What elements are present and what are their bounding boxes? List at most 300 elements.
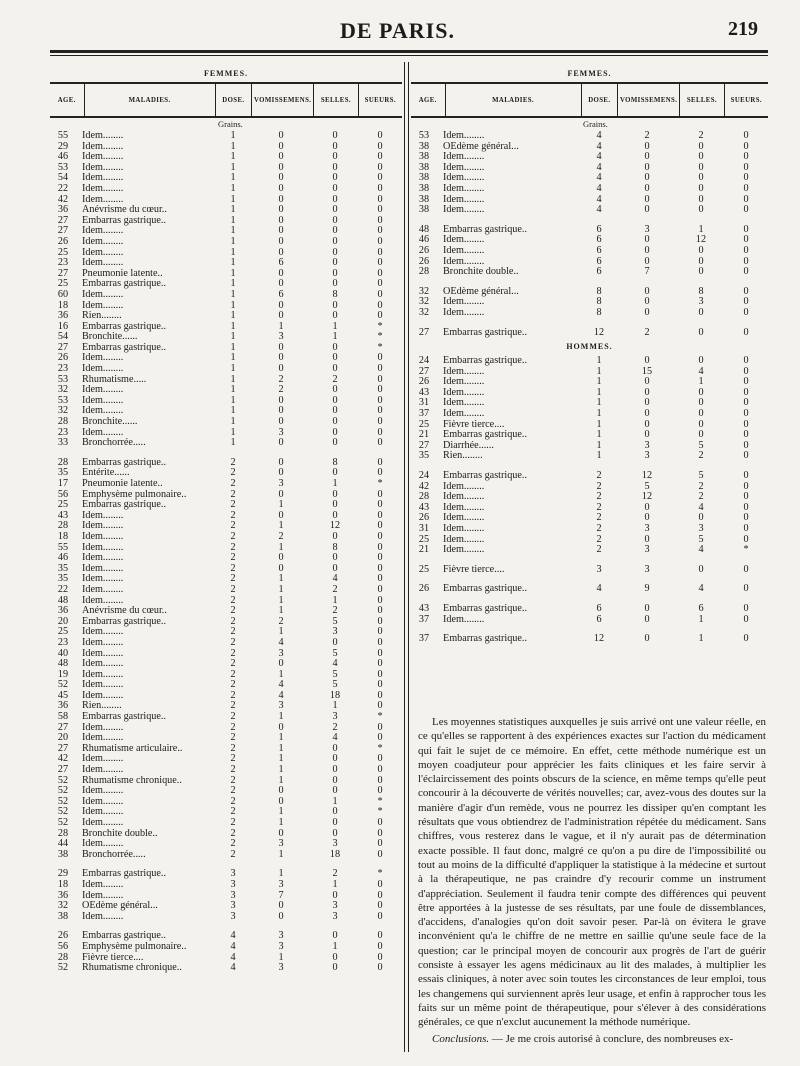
sueurs-cell: 0: [377, 595, 383, 606]
dose-cell: 4: [596, 152, 602, 163]
vomissemens-cell: 0: [278, 300, 284, 311]
dose-cell: 2: [230, 616, 236, 627]
table-row: [411, 524, 768, 535]
selles-cell: 8: [332, 457, 338, 468]
dose-cell: 2: [230, 627, 236, 638]
dose-cell: 1: [230, 162, 236, 173]
sueurs-cell: 0: [377, 131, 383, 141]
age-cell: 43: [57, 510, 69, 521]
age-cell: 55: [57, 131, 69, 141]
maladie-cell: Embarras gastrique..: [82, 500, 167, 511]
table-row: [50, 638, 402, 649]
vomissemens-cell: 0: [644, 183, 650, 194]
selles-cell: 0: [332, 268, 338, 279]
sueurs-cell: 0: [743, 366, 749, 377]
body-text: [418, 715, 766, 1046]
maladie-cell: Bronchorrée.....: [82, 438, 146, 449]
table-row: [411, 604, 768, 615]
sueurs-cell: 0: [377, 417, 383, 428]
vomissemens-cell: 1: [278, 754, 284, 765]
sueurs-cell: *: [377, 321, 383, 332]
dose-cell: 1: [230, 406, 236, 417]
vomissemens-cell: 0: [278, 268, 284, 279]
maladie-cell: Idem........: [82, 162, 124, 173]
header-vomissemens: VOMISSEMENS.: [618, 84, 680, 116]
dose-cell: 2: [230, 818, 236, 828]
maladie-cell: Emphysème pulmonaire..: [82, 941, 187, 952]
selles-cell: 0: [332, 279, 338, 290]
selles-cell: 0: [332, 183, 338, 194]
maladie-cell: Bronchite double..: [82, 828, 158, 839]
age-cell: 36: [57, 890, 69, 901]
dose-cell: 1: [596, 377, 602, 388]
dose-cell: 2: [230, 542, 236, 553]
selles-cell: 0: [332, 754, 338, 765]
selles-cell: 0: [698, 205, 704, 216]
vomissemens-cell: 6: [278, 289, 284, 300]
selles-cell: 1: [332, 879, 338, 890]
sueurs-cell: 0: [743, 327, 749, 338]
paragraph: Les moyennes statistiques auxquelles je suis arrivé ont une valeur réelle, en ce qu'elles se rapportent à des expériences exactes sur l'action du médicament qui fait le sujet de ce mémoire. En effet, cette méthode numérique est un moyen coadjuteur pour apprécier les faits cliniques et les faire servir à l'éclaircissement des points obscurs de la science, en même temps qu'elle peut concourir à la découverte de vérités nouvelles; car, avez-vous des doutes sur la manière d'agir d'un remède, vous ne pourrez les dissiper qu'en comptant les résultats que vous obtiendrez de l'administration répétée du médicament. Sans chiffres, vous resterez dans le vague, et il n'y aurait pas de détermination exacte possible. Il faut donc, malgré ce qu'on a pu dire de l'impossibilité ou tout au moins de la difficulté d'appliquer la statistique à la médecine et surtout à la thérapeutique, ne pas craindre d'y recourir comme un instrument d'appréciation. Seulement il faudra tenir compte des différences qui peuvent être apportées à la justesse de ses résultats, par une foule de dissemblances, d'accidens, d'analogies qu'on doit savoir peser. Par-là on évitera le grave inconvénient qu'a le chiffre de ne mettre en saillie qu'une seule face de la question; car le principal moyen de concourir aux progrès de l'art de guérir consiste à essayer les agens médicinaux au lit des malades, à multiplier les essais cliniques, à noter avec soin toutes les circonstances de leur emploi, tous les changemens qui surviennent après leur usage, et enfin à rapprocher tous les faits sur un même point de thérapeutique, pour s'élever à des considérations générales, ce que n'exclut aucunement la méthode numérique.: [418, 716, 766, 1029]
sueurs-cell: 0: [377, 563, 383, 574]
sueurs-cell: 0: [377, 215, 383, 226]
sueurs-cell: 0: [743, 131, 749, 141]
vomissemens-cell: 3: [644, 524, 650, 534]
age-cell: 52: [57, 786, 69, 797]
table-row: [411, 634, 768, 645]
age-cell: 44: [57, 839, 69, 850]
vomissemens-cell: 3: [644, 451, 650, 462]
vomissemens-cell: 0: [278, 342, 284, 353]
age-cell: 55: [57, 542, 69, 553]
age-cell: 17: [57, 479, 69, 489]
dose-cell: 2: [230, 553, 236, 564]
sueurs-cell: 0: [743, 387, 749, 398]
table-row: [411, 257, 768, 268]
selles-cell: 4: [698, 584, 704, 595]
table-row: [411, 308, 768, 319]
vomissemens-cell: 12: [641, 492, 653, 503]
sueurs-cell: 0: [377, 606, 383, 617]
age-cell: 25: [418, 419, 430, 430]
selles-cell: 1: [698, 614, 704, 625]
dose-cell: 2: [596, 545, 602, 556]
selles-cell: 0: [698, 194, 704, 205]
table-row: [50, 184, 402, 195]
sueurs-cell: 0: [377, 722, 383, 733]
selles-cell: 0: [332, 353, 338, 364]
table-row: [411, 356, 768, 367]
sueurs-cell: 0: [377, 680, 383, 691]
vomissemens-cell: 5: [644, 481, 650, 492]
vomissemens-cell: 0: [278, 236, 284, 247]
table-row: [50, 942, 402, 953]
dose-cell: 2: [230, 574, 236, 585]
selles-cell: 0: [332, 438, 338, 449]
maladie-cell: Idem........: [443, 377, 485, 388]
age-cell: 43: [418, 603, 430, 614]
age-cell: 27: [418, 440, 430, 451]
age-cell: 56: [57, 941, 69, 952]
sueurs-cell: *: [377, 743, 383, 754]
maladie-cell: Idem........: [82, 553, 124, 564]
maladie-cell: Idem........: [82, 531, 124, 542]
table-row: [50, 880, 402, 891]
maladie-cell: Embarras gastrique..: [443, 603, 528, 614]
sueurs-cell: 0: [377, 659, 383, 670]
age-cell: 38: [418, 183, 430, 194]
table-row: [411, 398, 768, 409]
vomissemens-cell: 0: [644, 256, 650, 267]
sueurs-cell: 0: [377, 648, 383, 659]
selles-cell: 0: [698, 256, 704, 267]
dose-cell: 2: [230, 584, 236, 595]
sueurs-cell: 0: [377, 941, 383, 952]
age-cell: 28: [57, 521, 69, 532]
age-cell: 25: [418, 564, 430, 575]
dose-cell: 1: [596, 409, 602, 420]
table-row: [50, 733, 402, 744]
table-row: [50, 627, 402, 638]
selles-cell: 4: [698, 502, 704, 513]
dose-cell: 4: [230, 963, 236, 974]
maladie-cell: Idem........: [82, 521, 124, 532]
age-cell: 24: [418, 356, 430, 367]
dose-cell: 1: [230, 268, 236, 279]
selles-cell: 0: [332, 141, 338, 152]
table-row: [50, 490, 402, 501]
dose-cell: 6: [596, 245, 602, 256]
vomissemens-cell: 3: [644, 440, 650, 451]
selles-cell: 5: [332, 669, 338, 680]
sueurs-cell: 0: [743, 194, 749, 205]
table-row: [50, 375, 402, 386]
dose-cell: 6: [596, 256, 602, 267]
sueurs-cell: 0: [743, 451, 749, 462]
maladie-cell: Idem........: [443, 492, 485, 503]
selles-cell: 4: [332, 659, 338, 670]
table-row: [50, 963, 402, 974]
dose-cell: 1: [596, 398, 602, 409]
table-row: [411, 503, 768, 514]
table-row: [411, 492, 768, 503]
vomissemens-cell: 1: [278, 606, 284, 617]
dose-cell: 1: [230, 417, 236, 428]
group-gap: [411, 575, 768, 584]
sueurs-cell: 0: [743, 256, 749, 267]
table-row: [50, 680, 402, 691]
selles-cell: 6: [698, 603, 704, 614]
vomissemens-cell: 0: [644, 430, 650, 441]
maladie-cell: Idem........: [82, 754, 124, 765]
selles-cell: 4: [332, 574, 338, 585]
selles-cell: 3: [698, 297, 704, 308]
age-cell: 26: [57, 353, 69, 364]
maladie-cell: Bronchorrée.....: [82, 849, 146, 860]
selles-cell: 3: [332, 712, 338, 723]
table-row: [50, 364, 402, 375]
vomissemens-cell: 0: [644, 502, 650, 513]
table-header: [50, 82, 402, 118]
vomissemens-cell: 4: [278, 680, 284, 691]
age-cell: 27: [57, 722, 69, 733]
maladie-cell: Idem........: [82, 563, 124, 574]
running-title: DE PARIS.: [340, 18, 455, 43]
right-table: [411, 66, 768, 645]
table-row: [411, 535, 768, 546]
maladie-cell: Idem........: [82, 247, 124, 258]
table-row: [411, 471, 768, 482]
maladie-cell: Fièvre tierce....: [443, 564, 505, 575]
dose-cell: 1: [596, 451, 602, 462]
dose-cell: 1: [596, 366, 602, 377]
sueurs-cell: 0: [377, 183, 383, 194]
vomissemens-cell: 0: [278, 215, 284, 226]
age-cell: 28: [57, 457, 69, 468]
table-row: [50, 564, 402, 575]
maladie-cell: Idem........: [82, 733, 124, 744]
dose-cell: 4: [230, 941, 236, 952]
maladie-cell: Entérite......: [82, 468, 130, 479]
table-row: [50, 142, 402, 153]
maladie-cell: Idem........: [82, 722, 124, 733]
vomissemens-cell: 0: [278, 438, 284, 449]
table-row: [50, 511, 402, 522]
sueurs-cell: 0: [377, 879, 383, 890]
dose-cell: 6: [596, 603, 602, 614]
dose-cell: 1: [230, 258, 236, 269]
dose-cell: 1: [596, 356, 602, 367]
dose-cell: 2: [596, 524, 602, 534]
age-cell: 52: [57, 775, 69, 786]
selles-cell: 0: [698, 173, 704, 184]
vomissemens-cell: 12: [641, 471, 653, 482]
dose-cell: 2: [230, 457, 236, 468]
dose-cell: 1: [230, 364, 236, 375]
table-row: [50, 585, 402, 596]
vomissemens-cell: 0: [278, 786, 284, 797]
table-row: [411, 184, 768, 195]
sueurs-cell: 0: [377, 931, 383, 942]
selles-cell: 0: [698, 327, 704, 338]
age-cell: 38: [418, 152, 430, 163]
age-cell: 27: [57, 215, 69, 226]
dose-cell: 8: [596, 286, 602, 297]
age-cell: 33: [57, 438, 69, 449]
table-row: [411, 513, 768, 524]
maladie-cell: OEdème général...: [443, 141, 519, 152]
age-cell: 46: [418, 235, 430, 246]
selles-cell: 0: [698, 183, 704, 194]
age-cell: 32: [57, 406, 69, 417]
dose-cell: 4: [596, 173, 602, 184]
maladie-cell: Idem........: [82, 659, 124, 670]
dose-cell: 4: [230, 952, 236, 963]
age-cell: 24: [418, 471, 430, 482]
table-row: [411, 377, 768, 388]
age-cell: 29: [57, 869, 69, 880]
maladie-cell: Bronchite......: [82, 332, 138, 343]
dose-cell: 6: [596, 267, 602, 278]
dose-cell: 2: [230, 648, 236, 659]
maladie-cell: Fièvre tierce....: [82, 952, 144, 963]
table-row: [50, 649, 402, 660]
sueurs-cell: 0: [377, 226, 383, 237]
group-gap: [411, 625, 768, 634]
header-selles: SELLES.: [314, 84, 358, 116]
maladie-cell: Idem........: [82, 152, 124, 163]
age-cell: 37: [418, 614, 430, 625]
age-cell: 25: [57, 627, 69, 638]
header-age: AGE.: [50, 84, 85, 116]
sueurs-cell: 0: [743, 430, 749, 441]
selles-cell: 0: [698, 141, 704, 152]
table-row: [411, 367, 768, 378]
sueurs-cell: 0: [743, 409, 749, 420]
dose-cell: 2: [230, 722, 236, 733]
dose-cell: 6: [596, 224, 602, 235]
dose-cell: 2: [230, 712, 236, 723]
maladie-cell: Rien........: [82, 311, 122, 322]
header-selles: SELLES.: [680, 84, 724, 116]
header-maladies: MALADIES.: [85, 84, 216, 116]
sueurs-cell: 0: [377, 374, 383, 385]
sueurs-cell: 0: [377, 438, 383, 449]
table-row: [50, 574, 402, 585]
dose-cell: 1: [230, 205, 236, 216]
group-gap: [50, 922, 402, 931]
selles-cell: 1: [332, 321, 338, 332]
age-cell: 36: [57, 606, 69, 617]
sueurs-cell: 0: [743, 286, 749, 297]
table-row: [50, 385, 402, 396]
table-row: [50, 850, 402, 861]
dose-cell: 2: [230, 828, 236, 839]
vomissemens-cell: 0: [644, 387, 650, 398]
maladie-cell: Idem........: [82, 627, 124, 638]
age-cell: 60: [57, 289, 69, 300]
vomissemens-cell: 0: [278, 183, 284, 194]
vomissemens-cell: 0: [644, 141, 650, 152]
dose-cell: 2: [596, 471, 602, 482]
selles-cell: 0: [332, 890, 338, 901]
maladie-cell: Bronchite double..: [443, 267, 519, 278]
age-cell: 56: [57, 489, 69, 500]
maladie-cell: Idem........: [82, 680, 124, 691]
dose-cell: 1: [230, 183, 236, 194]
dose-cell: 3: [230, 911, 236, 922]
sueurs-cell: *: [377, 712, 383, 723]
sueurs-cell: 0: [743, 492, 749, 503]
table-row: [411, 409, 768, 420]
vomissemens-cell: 3: [278, 879, 284, 890]
table-row: [50, 901, 402, 912]
dose-cell: 2: [230, 754, 236, 765]
selles-cell: 0: [332, 531, 338, 542]
maladie-cell: Idem........: [443, 183, 485, 194]
selles-cell: 0: [332, 637, 338, 648]
sueurs-cell: 0: [377, 300, 383, 311]
dose-cell: 4: [596, 141, 602, 152]
age-cell: 20: [57, 616, 69, 627]
table-row: [411, 565, 768, 576]
dose-cell: 2: [596, 534, 602, 545]
sueurs-cell: 0: [377, 152, 383, 163]
table-row: [50, 712, 402, 723]
selles-cell: 0: [698, 430, 704, 441]
dose-cell: 4: [596, 205, 602, 216]
age-cell: 54: [57, 332, 69, 343]
conclusion-label: Conclusions.: [432, 1032, 490, 1045]
selles-cell: 0: [332, 395, 338, 406]
section-title: FEMMES.: [203, 69, 249, 78]
age-cell: 38: [418, 173, 430, 184]
maladie-cell: Idem........: [82, 364, 124, 375]
sueurs-cell: 0: [377, 786, 383, 797]
group-gap: [411, 216, 768, 225]
age-cell: 32: [57, 901, 69, 912]
maladie-cell: Idem........: [82, 669, 124, 680]
table-row: [50, 500, 402, 511]
age-cell: 38: [418, 194, 430, 205]
age-cell: 40: [57, 648, 69, 659]
vomissemens-cell: 0: [278, 510, 284, 521]
table-row: [411, 451, 768, 462]
maladie-cell: Idem........: [82, 300, 124, 311]
vomissemens-cell: 3: [644, 545, 650, 556]
age-cell: 32: [57, 385, 69, 396]
dose-cell: 2: [230, 849, 236, 860]
sueurs-cell: 0: [377, 289, 383, 300]
dose-cell: 8: [596, 297, 602, 308]
dose-cell: 3: [230, 890, 236, 901]
vomissemens-cell: 0: [644, 398, 650, 409]
vomissemens-cell: 0: [278, 162, 284, 173]
dose-cell: 3: [230, 869, 236, 880]
selles-cell: 0: [698, 419, 704, 430]
table-row: [50, 521, 402, 532]
section-title-hommes: HOMMES.: [566, 342, 613, 352]
selles-cell: 0: [332, 406, 338, 417]
table-row: [50, 237, 402, 248]
header-rule: [50, 50, 768, 53]
age-cell: 32: [418, 286, 430, 297]
selles-cell: 0: [698, 162, 704, 173]
maladie-cell: Emphysème pulmonaire..: [82, 489, 187, 500]
selles-cell: 0: [332, 194, 338, 205]
table-body: [50, 131, 402, 974]
age-cell: 52: [57, 680, 69, 691]
page-header: [0, 0, 800, 43]
sueurs-cell: 0: [743, 419, 749, 430]
age-cell: 28: [57, 828, 69, 839]
dose-cell: 3: [230, 901, 236, 912]
vomissemens-cell: 2: [278, 385, 284, 396]
table-row: [50, 406, 402, 417]
age-cell: 52: [57, 818, 69, 828]
page-number: 219: [728, 18, 758, 40]
sueurs-cell: 0: [743, 603, 749, 614]
table-row: [411, 142, 768, 153]
age-cell: 42: [418, 481, 430, 492]
vomissemens-cell: 1: [278, 712, 284, 723]
age-cell: 22: [57, 183, 69, 194]
age-cell: 46: [57, 152, 69, 163]
vomissemens-cell: 0: [644, 245, 650, 256]
grains-label: Grains.: [218, 119, 243, 129]
table-row: [50, 458, 402, 469]
selles-cell: 4: [698, 366, 704, 377]
